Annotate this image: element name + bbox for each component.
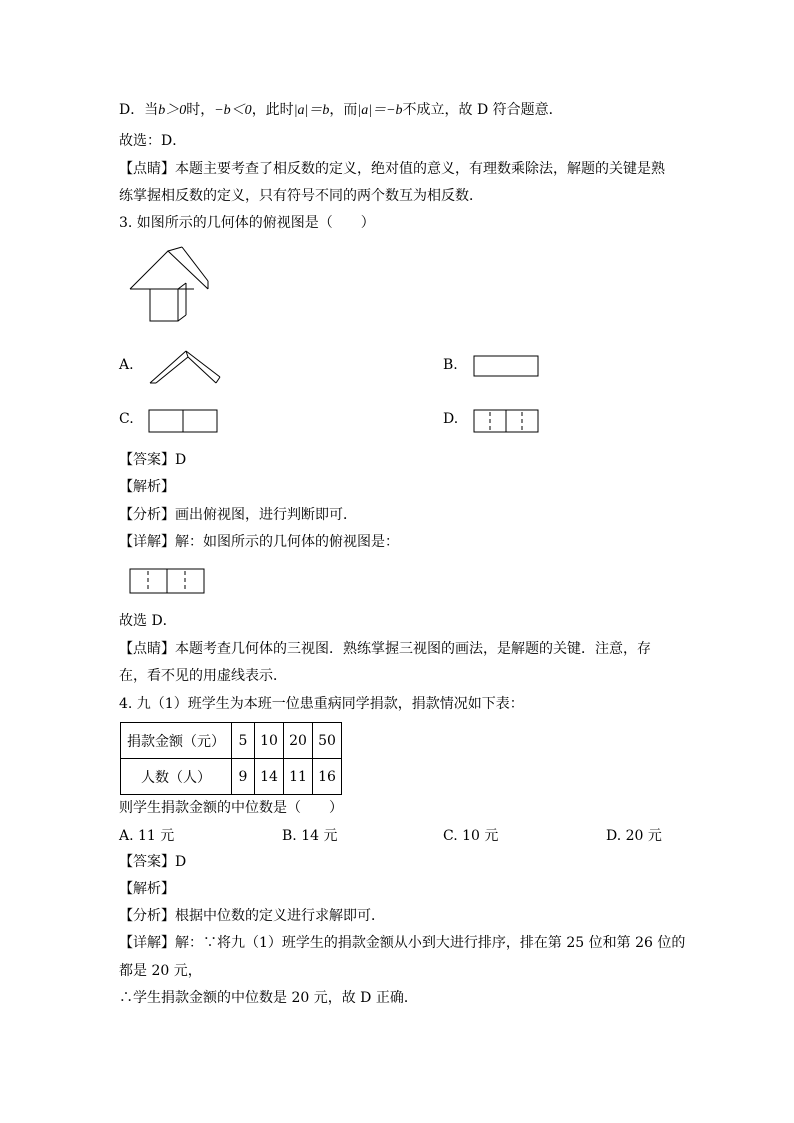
q4-question: 则学生捐款金额的中位数是（ ） [119,800,343,816]
q3-dianjing-line2: 在，看不见的用虚线表示． [119,668,287,684]
q2-d-cond1: b＞0 [158,103,187,118]
q2-d-eq1: |a|＝b [293,103,330,118]
table-header-cell: 人数（人） [121,759,232,795]
q4-option-d: D. 20 元 [606,828,662,844]
table-cell: 11 [284,759,313,795]
q3-option-c-label: C. [119,411,134,427]
q4-fenxi: 【分析】根据中位数的定义进行求解即可． [119,908,385,924]
q4-answer: 【答案】D [119,854,187,870]
q2-d-suffix: 不成立，故 D 符合题意． [402,102,563,118]
q4-option-a: A. 11 元 [119,828,175,844]
q3-option-c-figure [148,409,220,435]
table-header-cell: 捐款金额（元） [121,723,232,759]
q2-d-mid3: ，而 [329,102,358,118]
q4-option-b: B. 14 元 [282,828,338,844]
q3-fenxi: 【分析】画出俯视图，进行判断即可． [119,507,357,523]
table-cell: 16 [313,759,342,795]
q2-option-d-line [119,100,563,121]
q3-solid-figure [128,245,210,323]
q3-answer: 【答案】D [119,452,187,468]
q4-jiexi: 【解析】 [119,881,175,897]
q2-d-eq2: |a|＝−b [357,103,403,118]
q3-solution-figure [129,568,207,596]
q3-stem: 3. 如图所示的几何体的俯视图是（ ） [119,215,375,231]
table-row [121,723,342,759]
table-cell: 10 [255,723,284,759]
q3-jiexi: 【解析】 [119,479,175,495]
q3-xiangjie: 【详解】解：如图所示的几何体的俯视图是： [119,534,399,550]
q2-dianjing-line2: 练掌握相反数的定义，只有符号不同的两个数互为相反数． [119,188,483,204]
q2-d-cond2: −b＜0 [214,103,252,118]
q2-dianjing-line1: 【点睛】本题主要考查了相反数的定义，绝对值的意义，有理数乘除法，解题的关键是熟 [119,161,665,177]
q2-d-prefix: D．当 [119,102,159,118]
q4-donation-table [120,722,342,795]
q3-option-d-figure [473,409,541,435]
q3-option-b-label: B. [443,357,458,373]
table-cell: 14 [255,759,284,795]
q4-conclusion: ∴学生捐款金额的中位数是 20 元，故 D 正确． [119,990,418,1006]
q4-xiangjie-line1: 【详解】解：∵将九（1）班学生的捐款金额从小到大进行排序，排在第 25 位和第 26 位的 [119,935,686,951]
q4-option-c: C. 10 元 [443,828,499,844]
table-cell: 50 [313,723,342,759]
table-cell: 20 [284,723,313,759]
q3-choose: 故选 D． [119,613,177,629]
q3-option-d-label: D. [443,411,459,427]
q2-d-mid2: ，此时 [251,102,294,118]
q4-xiangjie-line2: 都是 20 元， [119,963,202,979]
q3-option-a-figure [148,345,224,385]
table-row [121,759,342,795]
q2-choose: 故选：D． [119,133,187,149]
table-cell: 5 [232,723,255,759]
q3-dianjing-line1: 【点睛】本题考查几何体的三视图．熟练掌握三视图的画法，是解题的关键．注意，存 [119,641,651,657]
q3-option-b-figure [473,355,541,379]
q4-stem: 4. 九（1）班学生为本班一位患重病同学捐款，捐款情况如下表： [119,696,524,712]
q3-option-a-label: A. [119,357,134,373]
table-cell: 9 [232,759,255,795]
q2-d-mid1: 时， [186,102,215,118]
